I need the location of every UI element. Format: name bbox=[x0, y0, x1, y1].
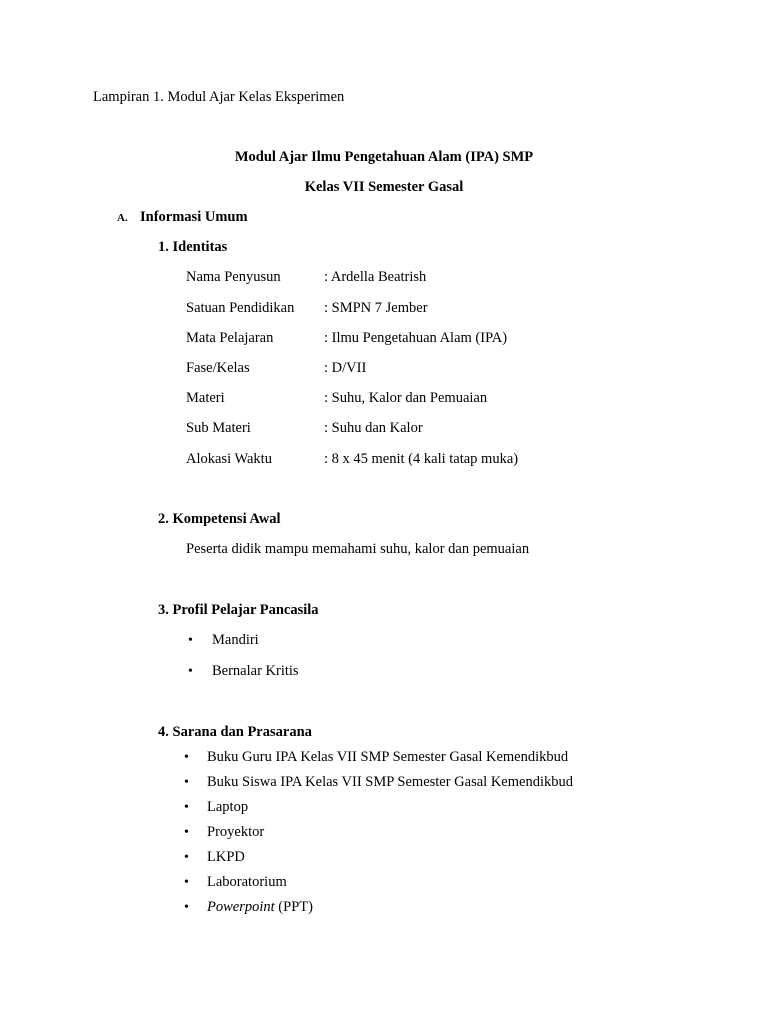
sarana-item: Buku Siswa IPA Kelas VII SMP Semester Gasal Kemendikbud bbox=[207, 774, 573, 790]
identitas-label: Sub Materi bbox=[186, 420, 251, 436]
identitas-value: : Suhu dan Kalor bbox=[324, 420, 423, 436]
document-subtitle: Kelas VII Semester Gasal bbox=[304, 179, 464, 195]
identitas-label: Materi bbox=[186, 390, 225, 406]
sarana-item: Buku Guru IPA Kelas VII SMP Semester Gasal Kemendikbud bbox=[207, 749, 569, 765]
identitas-value: : Ardella Beatrish bbox=[324, 269, 427, 285]
identitas-label: Satuan Pendidikan bbox=[186, 300, 295, 316]
identitas-value: : Suhu, Kalor dan Pemuaian bbox=[324, 390, 488, 406]
bullet-icon: • bbox=[184, 850, 189, 865]
sarana-item: Laptop bbox=[207, 799, 249, 815]
bullet-icon: • bbox=[188, 633, 193, 648]
powerpoint-italic: Powerpoint bbox=[207, 899, 275, 915]
bullet-icon: • bbox=[184, 800, 189, 815]
bullet-icon: • bbox=[184, 875, 189, 890]
identitas-value: : SMPN 7 Jember bbox=[324, 300, 428, 316]
profil-item: Bernalar Kritis bbox=[212, 663, 299, 679]
bullet-icon: • bbox=[184, 775, 189, 790]
sarana-item: LKPD bbox=[207, 849, 245, 865]
sarana-heading: 4. Sarana dan Prasarana bbox=[158, 724, 312, 740]
sarana-item-powerpoint bbox=[207, 900, 313, 915]
section-title: Informasi Umum bbox=[140, 209, 248, 225]
sarana-item: Laboratorium bbox=[207, 874, 287, 890]
identitas-label: Fase/Kelas bbox=[186, 360, 250, 376]
identitas-heading: 1. Identitas bbox=[158, 239, 228, 255]
identitas-value: : D/VII bbox=[324, 360, 367, 376]
powerpoint-rest: (PPT) bbox=[274, 899, 313, 915]
kompetensi-text: Peserta didik mampu memahami suhu, kalor dan pemuaian bbox=[186, 541, 530, 557]
document-title: Modul Ajar Ilmu Pengetahuan Alam (IPA) SMP bbox=[234, 149, 534, 165]
identitas-value: : Ilmu Pengetahuan Alam (IPA) bbox=[324, 330, 508, 346]
identitas-value: : 8 x 45 menit (4 kali tatap muka) bbox=[324, 451, 519, 467]
bullet-icon: • bbox=[184, 825, 189, 840]
header-line: Lampiran 1. Modul Ajar Kelas Eksperimen bbox=[93, 89, 345, 105]
profil-item: Mandiri bbox=[212, 632, 259, 648]
bullet-icon: • bbox=[184, 900, 189, 915]
sarana-item: Proyektor bbox=[207, 824, 265, 840]
profil-heading: 3. Profil Pelajar Pancasila bbox=[158, 602, 319, 618]
kompetensi-heading: 2. Kompetensi Awal bbox=[158, 511, 281, 527]
section-letter: A. bbox=[117, 212, 128, 224]
identitas-label: Nama Penyusun bbox=[186, 269, 281, 285]
bullet-icon: • bbox=[188, 664, 193, 679]
identitas-label: Alokasi Waktu bbox=[186, 451, 272, 467]
identitas-label: Mata Pelajaran bbox=[186, 330, 274, 346]
bullet-icon: • bbox=[184, 750, 189, 765]
